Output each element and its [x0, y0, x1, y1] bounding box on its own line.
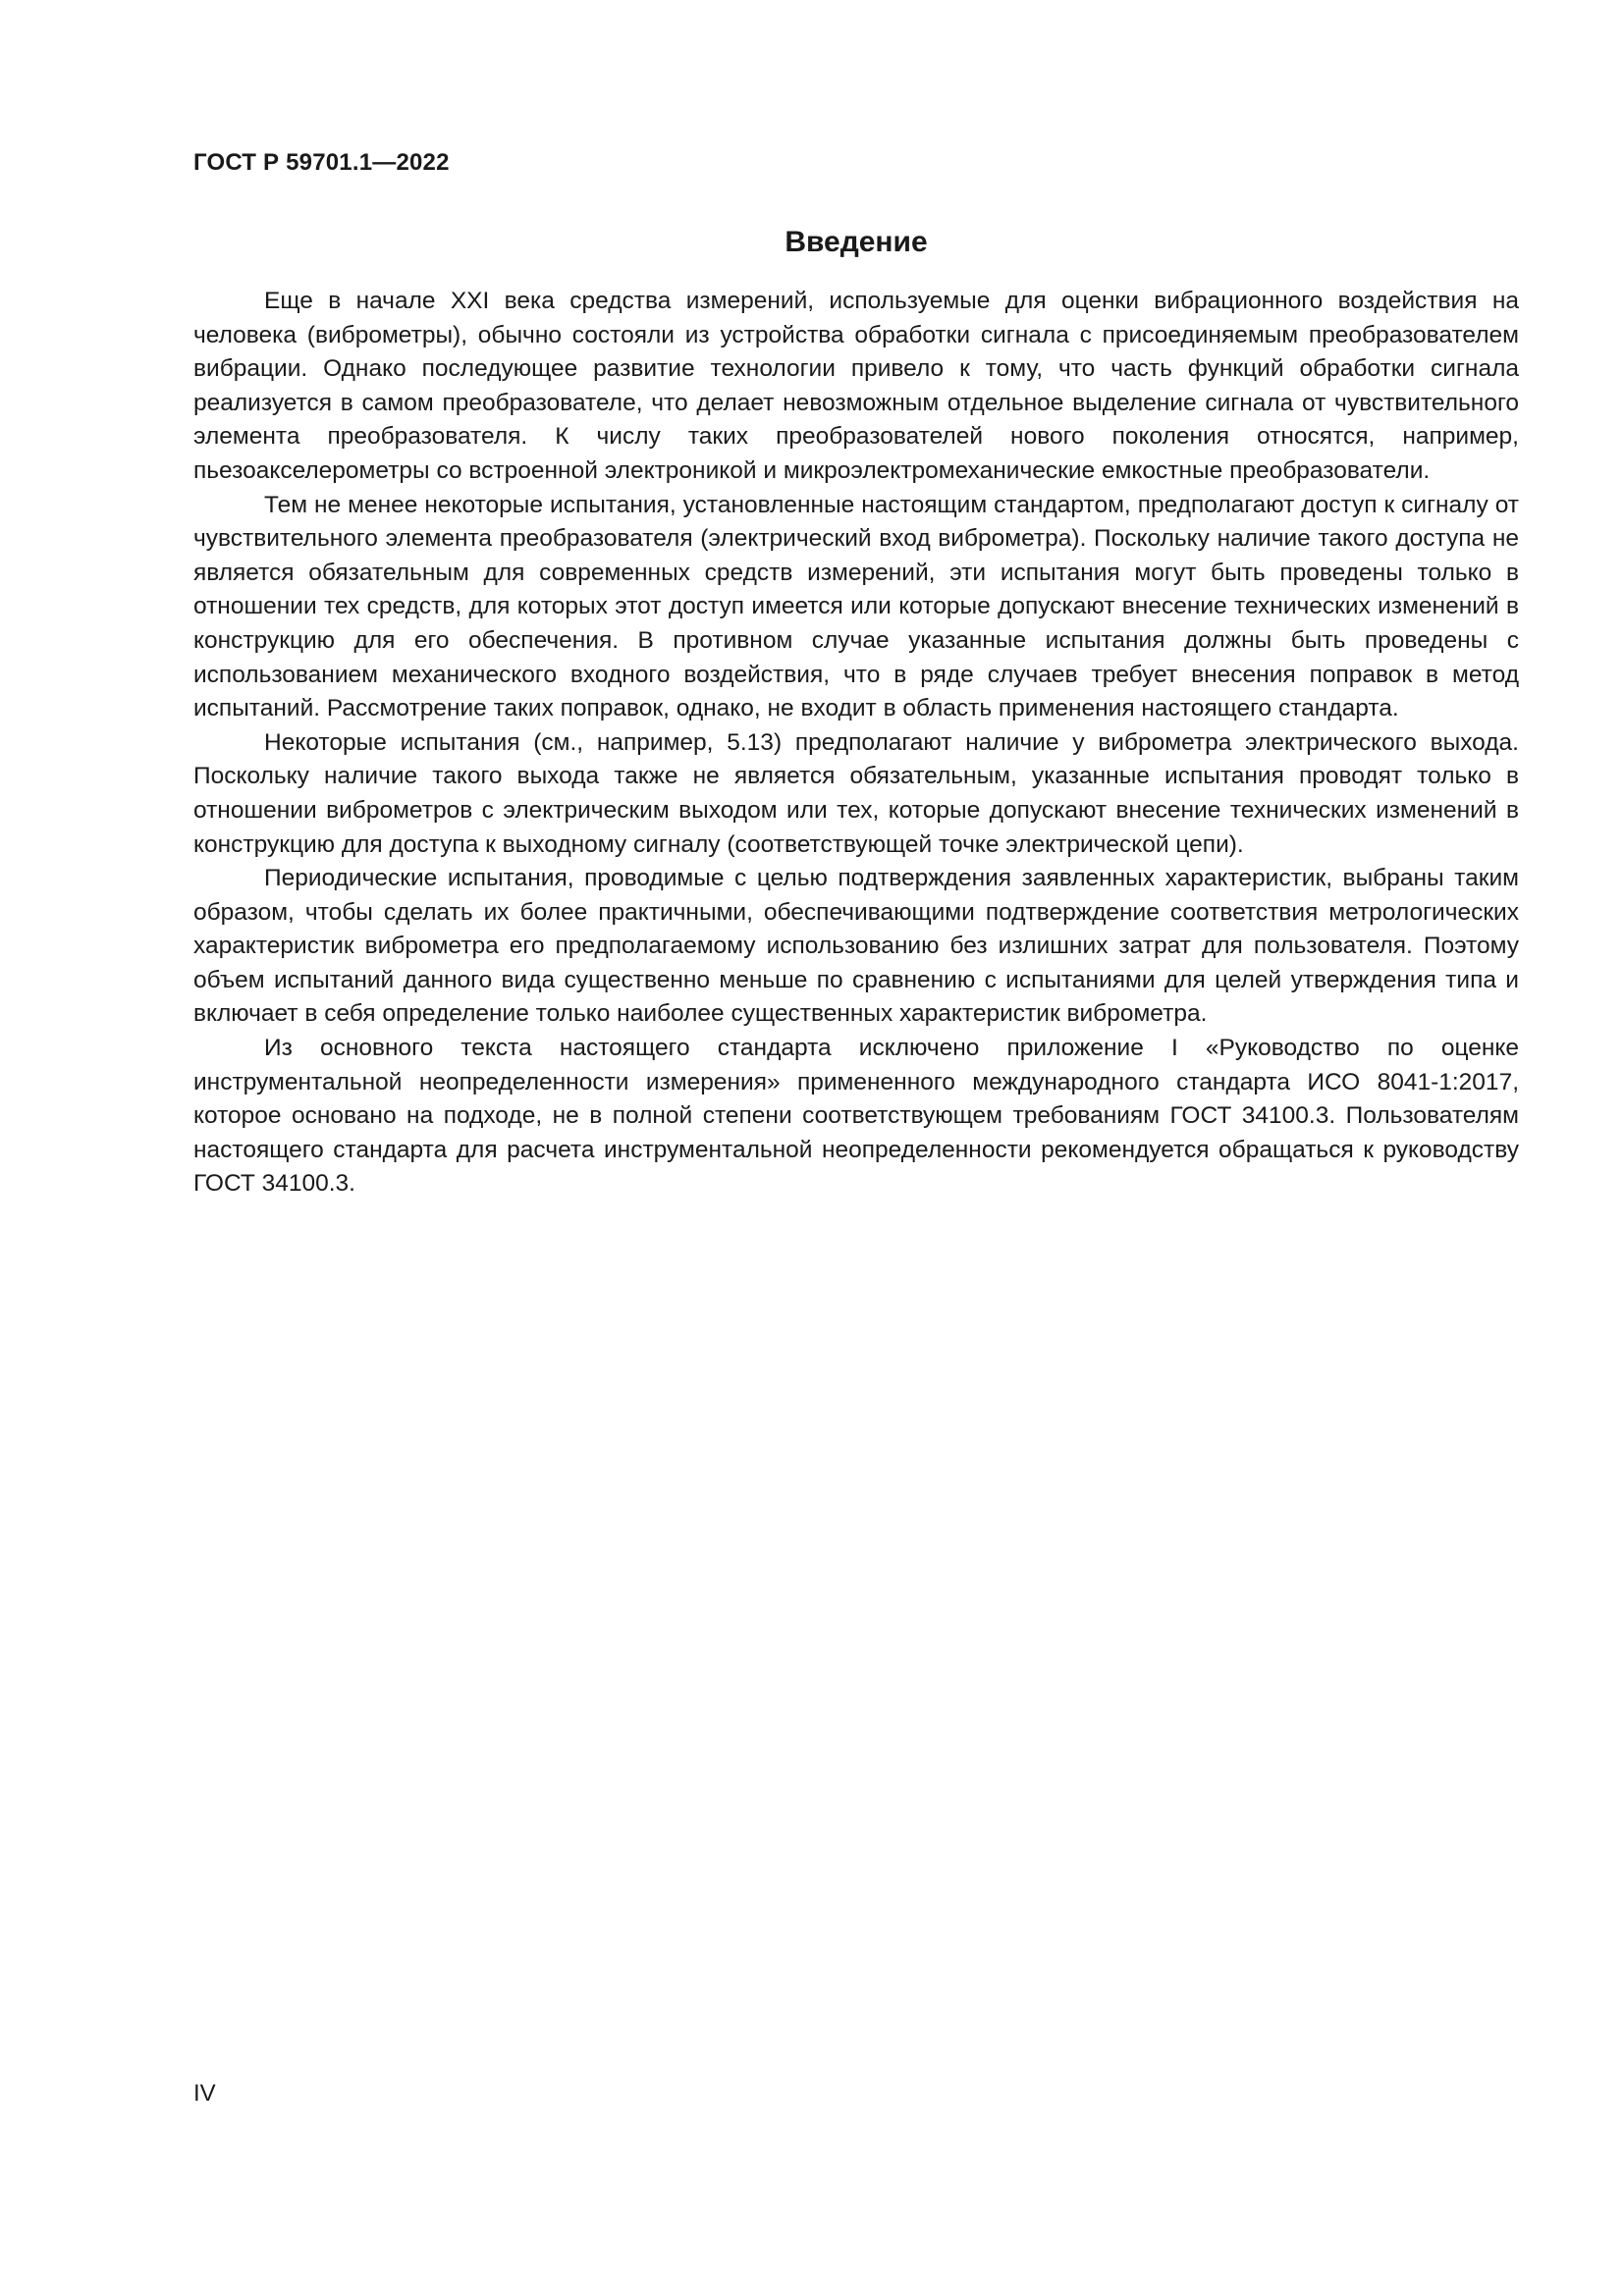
standard-code-header: ГОСТ Р 59701.1—2022: [193, 149, 450, 176]
page-number: IV: [193, 2080, 216, 2107]
section-body: [193, 285, 1519, 1201]
paragraph-2: Тем не менее некоторые испытания, установленные настоящим стандартом, предполагают доступ к сигналу от чувствительного элемента преобразователя (электрический вход виброметра). Поскольку наличие такого доступа не является обязательным для современных средств измерений, эти испытания могут быть проведены только в отношении тех средств, для которых этот доступ имеется или которые допускают внесение технических изменений в конструкцию для его обеспечения. В противном случае указанные испытания должны быть проведены с использованием механического входного воздействия, что в ряде случаев требует внесения поправок в метод испытаний. Рассмотрение таких поправок, однако, не входит в область применения настоящего стандарта.: [193, 491, 1519, 722]
paragraph-5: Из основного текста настоящего стандарта исключено приложение I «Руководство по оценке инструментальной неопределенности измерения» примененного международного стандарта ИСО 8041-1:2017, которое основано на подходе, не в полной степени соответствующем требованиям ГОСТ 34100.3. Пользователям настоящего стандарта для расчета инструментальной неопределенности рекомендуется обращаться к руководству ГОСТ 34100.3.: [193, 1035, 1519, 1198]
paragraph-1: Еще в начале XXI века средства измерений, используемые для оценки вибрационного воздействия на человека (виброметры), обычно состояли из устройства обработки сигнала с присоединяемым преобразователем вибрации. Однако последующее развитие технологии привело к тому, что часть функций обработки сигнала реализуется в самом преобразователе, что делает невозможным отдельное выделение сигнала от чувствительного элемента преобразователя. К числу таких преобразователей нового поколения относятся, например, пьезоакселерометры со встроенной электроникой и микроэлектромеханические емкостные преобразователи.: [193, 288, 1519, 484]
section-title: Введение: [785, 226, 928, 258]
paragraph-4: Периодические испытания, проводимые с целью подтверждения заявленных характеристик, выбраны таким образом, чтобы сделать их более практичными, обеспечивающими подтверждение соответствия метрологических характеристик виброметра его предполагаемому использованию без излишних затрат для пользователя. Поэтому объем испытаний данного вида существенно меньше по сравнению с испытаниями для целей утверждения типа и включает в себя определение только наиболее существенных характеристик виброметра.: [193, 865, 1519, 1028]
paragraph-3: Некоторые испытания (см., например, 5.13) предполагают наличие у виброметра электрического выхода. Поскольку наличие такого выхода также не является обязательным, указанные испытания проводят только в отношении виброметров с электрическим выходом или тех, которые допускают внесение технических изменений в конструкцию для доступа к выходному сигналу (соответствующей точке электрической цепи).: [193, 728, 1519, 858]
